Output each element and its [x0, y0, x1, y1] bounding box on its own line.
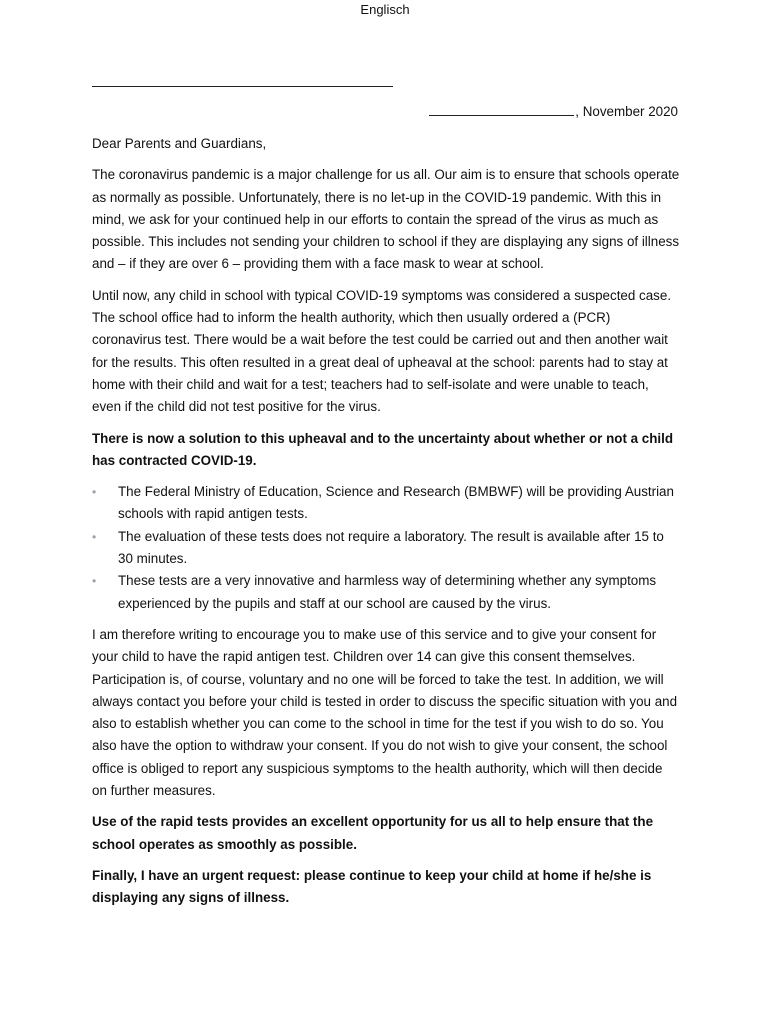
letter-body — [92, 133, 680, 919]
date-line — [429, 102, 678, 122]
list-item-text: The Federal Ministry of Education, Science and Research (BMBWF) will be providing Austrian schools with rapid antigen tests. — [118, 484, 674, 522]
page-header-label: Englisch — [360, 2, 410, 17]
bold-paragraph-opportunity: Use of the rapid tests provides an excellent opportunity for us all to help ensure that the school operates as smoothly as possible. — [92, 814, 654, 852]
list-item-text: These tests are a very innovative and harmless way of determining whether any symptoms experienced by the pupils and staff at our school are caused by the virus. — [118, 573, 657, 611]
bold-paragraph-solution: There is now a solution to this upheaval and to the uncertainty about whether or not a child has contracted COVID-19. — [92, 430, 674, 468]
list-item — [92, 570, 680, 615]
bullet-icon: • — [92, 574, 97, 589]
paragraph-consent: I am therefore writing to encourage you to make use of this service and to give your consent for your child to have the rapid antigen test. Children over 14 can give this consent themselves. Participation is, of course, voluntary and no one will be forced to take the test. In addition, we will always contact you before your child is tested in order to discuss the specific situation with you and also to establish whether you can come to the school in time for the test if you wish to do so. You also have the option to withdraw your consent. If you do not wish to give your consent, the school office is obliged to report any suspicious symptoms to the health authority, which will then decide on further measures. — [92, 626, 678, 799]
paragraph-intro: The coronavirus pandemic is a major challenge for us all. Our aim is to ensure that schools operate as normally as possible. Unfortunately, there is no let-up in the COVID-19 pandemic. With this in mind, we ask for your continued help in our efforts to contain the spread of the virus as much as possible. This includes not sending your children to school if they are displaying any signs of illness and – if they are over 6 – providing them with a face mask to wear at school. — [92, 167, 680, 272]
paragraph-background: Until now, any child in school with typical COVID-19 symptoms was considered a suspected case. The school office had to inform the health authority, which then usually ordered a (PCR) coronavirus test. There would be a wait before the test could be carried out and then another wait for the results. This often resulted in a great deal of upheaval at the school: parents had to stay at home with their child and wait for a test; teachers had to self-isolate and were unable to teach, even if the child did not test positive for the virus. — [92, 287, 672, 415]
list-item — [92, 481, 680, 526]
bold-paragraph-request: Finally, I have an urgent request: please continue to keep your child at home if he/she is displaying any signs of illness. — [92, 867, 652, 906]
date-blank-line — [429, 102, 574, 116]
date-text: , November 2020 — [575, 104, 678, 119]
bullet-icon: • — [92, 529, 97, 544]
bullet-icon: • — [92, 485, 97, 500]
salutation: Dear Parents and Guardians, — [92, 136, 267, 151]
bullet-list — [92, 481, 680, 615]
sender-address-line — [92, 86, 393, 87]
list-item-text: The evaluation of these tests does not require a laboratory. The result is available after 15 to 30 minutes. — [118, 528, 664, 567]
list-item — [92, 526, 680, 571]
